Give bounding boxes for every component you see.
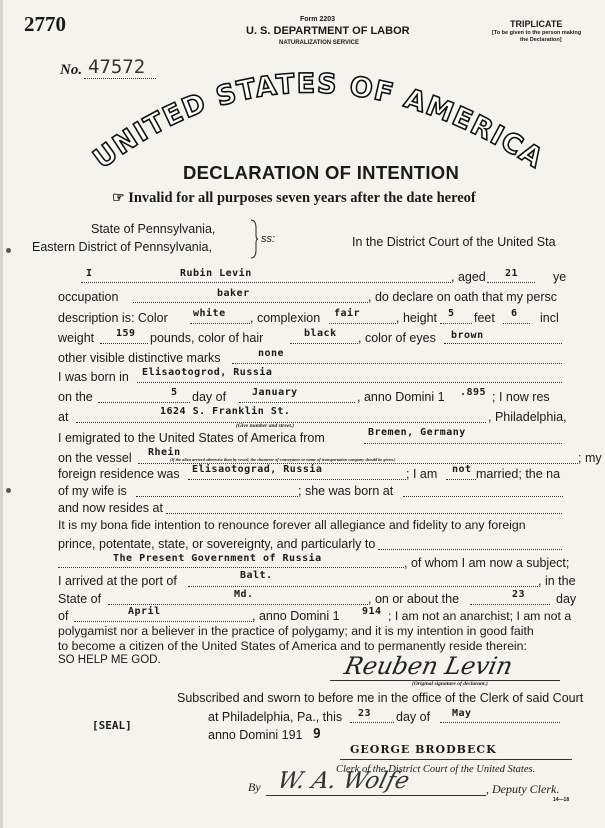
label-years: ye [553, 270, 567, 284]
field-hair: black [304, 328, 337, 339]
field-oath-month: May [452, 708, 472, 719]
label-subject: , of whom I am now a subject; [404, 556, 570, 570]
signature-note: (Original signature of declarant.) [412, 681, 488, 687]
document-title: DECLARATION OF INTENTION [183, 162, 460, 183]
svg-text:UNITED STATES OF AMERICA [88, 68, 549, 175]
label-weight: weight [58, 331, 95, 345]
label-occupation: occupation [58, 290, 119, 304]
field-eyes: brown [451, 330, 484, 341]
label-pounds: pounds, color of hair [150, 331, 264, 345]
label-foreign-res: foreign residence was [58, 467, 180, 481]
label-description: description is: Color [58, 311, 168, 325]
label-anarchist: ; I am not an anarchist; I am not a [388, 609, 572, 623]
field-name: Rubin Levin [180, 268, 252, 279]
field-weight: 159 [116, 328, 136, 339]
label-day-of: day of [192, 390, 227, 404]
label-deputy: , Deputy Clerk. [486, 782, 560, 796]
court-name: In the District Court of the United Sta [352, 235, 556, 249]
copy-note-1: [To be given to the person making [492, 30, 582, 36]
invalid-notice: ☞ Invalid for all purposes seven years after the date hereof [112, 190, 476, 206]
department: U. S. DEPARTMENT OF LABOR [246, 25, 410, 37]
field-age: 21 [505, 268, 519, 279]
label-height: , height [396, 311, 438, 325]
field-height-inches: 6 [511, 308, 518, 319]
number-value: 47572 [88, 56, 146, 78]
form-code: 14—18 [553, 797, 570, 803]
field-i: I [86, 268, 93, 279]
label-at: at [58, 410, 69, 424]
field-birth-day: 5 [171, 387, 178, 398]
venue-ss: ss: [261, 233, 276, 245]
label-inches: incl [540, 311, 559, 325]
field-height-feet: 5 [448, 308, 455, 319]
field-birth-month: January [252, 387, 298, 398]
label-at-phila: at Philadelphia, Pa., this [208, 710, 343, 724]
clerk-title: Clerk of the District Court of the United States. [336, 764, 536, 775]
field-address: 1624 S. Franklin St. [160, 406, 291, 417]
label-state-of: State of [58, 592, 102, 606]
renounce-line-2: prince, potentate, state, or sovereignty, and particularly to [58, 537, 376, 551]
street-note: (Give number and street.) [236, 423, 295, 429]
field-oath-year: 9 [313, 727, 321, 742]
field-birthplace: Elisaotogrod, Russia [142, 367, 273, 378]
declarant-signature: Reuben Levin [342, 652, 516, 680]
field-birth-year: .895 [460, 387, 487, 398]
label-resides: and now resides at [58, 501, 163, 515]
label-on-or-about: , on or about the [368, 592, 460, 606]
clerk-name: GEORGE BRODBECK [350, 743, 497, 756]
pointing-hand-icon: ☞ [112, 191, 125, 206]
label-complexion: , complexion [250, 311, 321, 325]
field-arrival-day: 23 [512, 589, 526, 600]
venue-brace [249, 218, 259, 260]
label-i-am: ; I am [406, 467, 438, 481]
venue-state: State of Pennsylvania, [91, 222, 216, 236]
polygamy-line-1: polygamist nor a believer in the practice of polygamy; and it is my intention in good faith [58, 624, 534, 638]
label-by: By [248, 780, 261, 794]
venue-district: Eastern District of Pennsylvania, [32, 240, 212, 254]
label-vessel: on the vessel [58, 451, 132, 465]
arc-title-text: UNITED STATES OF AMERICA [87, 68, 550, 176]
copy-note-2: the Declaration] [520, 37, 562, 43]
renounce-line-1: It is my bona fide intention to renounce forever all allegiance and fidelity to any foreign [58, 518, 526, 532]
label-born-in: I was born in [58, 370, 129, 384]
label-eyes: , color of eyes [358, 331, 436, 345]
label-of: of [58, 609, 69, 623]
deputy-signature: W. A. Wolfe [274, 768, 413, 794]
field-marks: none [258, 348, 285, 359]
punch-hole [6, 488, 11, 493]
form-label: Form 2203 [300, 16, 336, 23]
field-arrival-year: 914 [362, 606, 382, 617]
field-sovereign: The Present Government of Russia [113, 553, 322, 564]
number-label: No. [60, 62, 83, 78]
label-wife: of my wife is [58, 484, 127, 498]
field-occupation: baker [217, 288, 250, 299]
label-in-the: , in the [538, 574, 576, 588]
label-marks: other visible distinctive marks [58, 351, 221, 365]
field-oath-day: 23 [358, 708, 372, 719]
label-anno-3: anno Domini 191 [208, 728, 303, 742]
field-state: Md. [234, 589, 254, 600]
label-feet: feet [474, 311, 495, 325]
label-now-res: ; I now res [492, 390, 550, 404]
copy-type: TRIPLICATE [510, 19, 563, 29]
label-day-of-2: day of [396, 710, 431, 724]
label-anno-2: , anno Domini 1 [252, 609, 340, 623]
subscribed-line: Subscribed and sworn to before me in the office of the Clerk of said Court [177, 691, 584, 705]
form-number-top: 2770 [24, 12, 66, 36]
field-married-status: not [452, 464, 472, 475]
label-emigrated: I emigrated to the United States of America from [58, 431, 325, 445]
left-edge-shadow [0, 0, 3, 828]
punch-hole [6, 248, 11, 253]
label-married: married; the na [476, 467, 561, 481]
seal: [SEAL] [92, 719, 132, 732]
field-port: Balt. [240, 570, 273, 581]
label-she-born: ; she was born at [298, 484, 394, 498]
field-vessel: Rhein [148, 447, 181, 458]
field-emigrated-from: Bremen, Germany [368, 427, 466, 438]
label-day: day [556, 592, 577, 606]
label-arrived: I arrived at the port of [58, 574, 177, 588]
so-help-me-god: SO HELP ME GOD. [58, 654, 161, 666]
vessel-note: (If the alien arrived otherwise than by vessel, the character of conveyance or name of transportation company should be given.) [170, 457, 396, 462]
label-anno: , anno Domini 1 [357, 390, 445, 404]
field-color: white [193, 308, 226, 319]
field-arrival-month: April [128, 606, 161, 617]
field-foreign-residence: Elisaotograd, Russia [192, 464, 323, 475]
label-philadelphia: , Philadelphia, [488, 410, 567, 424]
label-my: ; my [578, 451, 602, 465]
label-aged: , aged [451, 270, 486, 284]
polygamy-line-2: to become a citizen of the United States of America and to permanently reside therein: [58, 639, 527, 653]
field-complexion: fair [334, 308, 361, 319]
service: NATURALIZATION SERVICE [279, 40, 360, 46]
label-declare: , do declare on oath that my persc [368, 290, 557, 304]
label-on-the: on the [58, 390, 93, 404]
